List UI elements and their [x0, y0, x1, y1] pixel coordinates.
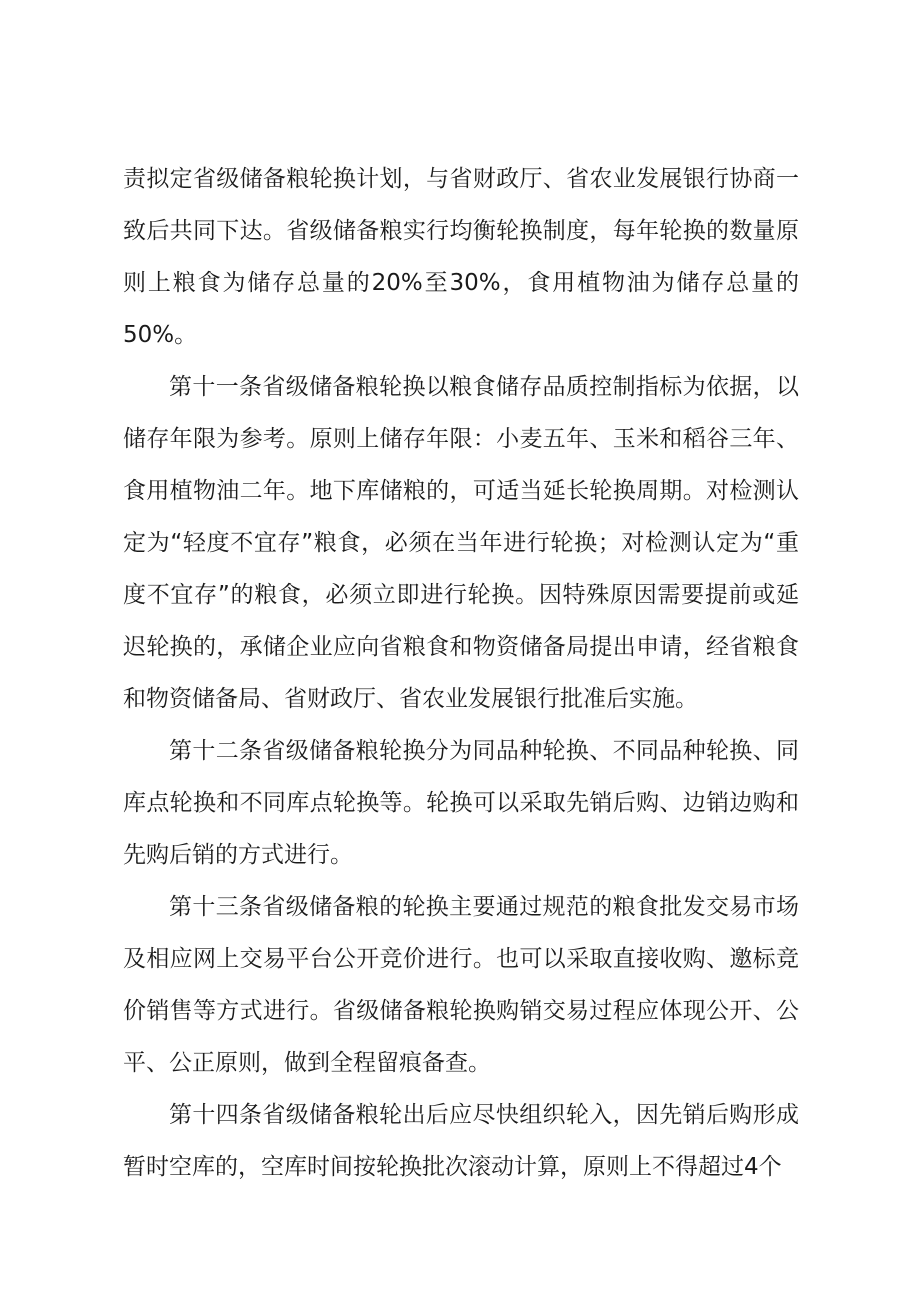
- paragraph-article-14: 第十四条省级储备粮轮出后应尽快组织轮入，因先销后购形成暂时空库的，空库时间按轮换批次滚动计算，原则上不得超过4个: [123, 1102, 799, 1180]
- document-page: [123, 153, 799, 1193]
- paragraph-article-11: 第十一条省级储备粮轮换以粮食储存品质控制指标为依据，以储存年限为参考。原则上储存年限：小麦五年、玉米和稻谷三年、食用植物油二年。地下库储粮的，可适当延长轮换周期。对检测认定为“轻度不宜存”粮食，必须在当年进行轮换；对检测认定为“重度不宜存”的粮食，必须立即进行轮换。因特殊原因需要提前或延迟轮换的，承储企业应向省粮食和物资储备局提出申请，经省粮食和物资储备局、省财政厅、省农业发展银行批准后实施。: [123, 374, 799, 712]
- paragraph-article-13: 第十三条省级储备粮的轮换主要通过规范的粮食批发交易市场及相应网上交易平台公开竞价进行。也可以采取直接收购、邀标竞价销售等方式进行。省级储备粮轮换购销交易过程应体现公开、公平、公正原则，做到全程留痕备查。: [123, 894, 799, 1076]
- paragraph-article-12: 第十二条省级储备粮轮换分为同品种轮换、不同品种轮换、同库点轮换和不同库点轮换等。轮换可以采取先销后购、边销边购和先购后销的方式进行。: [123, 738, 799, 868]
- paragraph-continuation: 责拟定省级储备粮轮换计划，与省财政厅、省农业发展银行协商一致后共同下达。省级储备粮实行均衡轮换制度，每年轮换的数量原则上粮食为储存总量的20%至30%，食用植物油为储存总量的50%。: [123, 166, 799, 348]
